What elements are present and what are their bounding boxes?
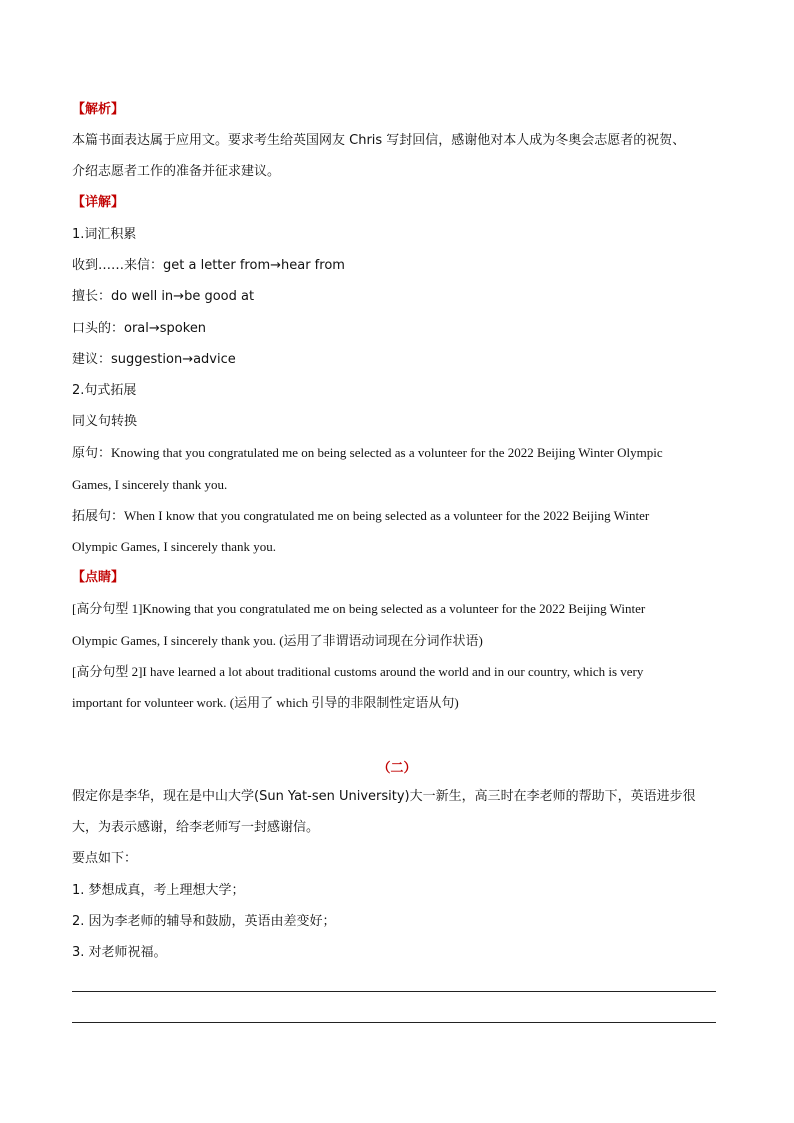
sentence-subtitle: 同义句转换 [72, 414, 138, 429]
vocab-item: 收到……来信：get a letter from→hear from [72, 258, 345, 273]
highlight-1-line-1: [高分句型 1]Knowing that you congratulated me on being selected as a volunteer for the 2022 Beijing Winter [72, 601, 646, 616]
points-title: 要点如下： [72, 851, 138, 866]
answer-line [72, 991, 716, 992]
point-item: 2. 因为李老师的辅导和鼓励，英语由差变好； [72, 914, 336, 929]
answer-line [72, 1022, 716, 1023]
sentence-title: 2.句式拓展 [72, 383, 137, 398]
vocab-item: 擅长：do well in→be good at [72, 289, 255, 304]
original-sentence-line-1: 原句：Knowing that you congratulated me on being selected as a volunteer for the 2022 Beijing Winter Olympic [72, 445, 663, 460]
details-heading: 【详解】 [72, 195, 125, 210]
section-2-heading: （二） [377, 761, 417, 776]
analysis-heading: 【解析】 [72, 102, 125, 117]
prompt-line-2: 大，为表示感谢，给李老师写一封感谢信。 [72, 820, 320, 835]
vocab-item: 建议：suggestion→advice [72, 352, 236, 367]
highlight-2-line-1: [高分句型 2]I have learned a lot about traditional customs around the world and in our country, which is very [72, 664, 644, 679]
expanded-sentence-line-1: 拓展句：When I know that you congratulated me on being selected as a volunteer for the 2022 Beijing Winter [72, 508, 650, 523]
expanded-sentence-line-2: Olympic Games, I sincerely thank you. [72, 539, 276, 554]
highlights-heading: 【点睛】 [72, 570, 125, 585]
analysis-text-line-2: 介绍志愿者工作的准备并征求建议。 [72, 164, 281, 179]
analysis-text-line-1: 本篇书面表达属于应用文。要求考生给英国网友 Chris 写封回信，感谢他对本人成为冬奥会志愿者的祝贺、 [72, 133, 686, 148]
vocab-item: 口头的：oral→spoken [72, 321, 207, 336]
original-sentence-line-2: Games, I sincerely thank you. [72, 477, 228, 492]
highlight-2-line-2: important for volunteer work. (运用了 which 引导的非限制性定语从句) [72, 695, 459, 710]
vocab-title: 1.词汇积累 [72, 227, 137, 242]
highlight-1-line-2: Olympic Games, I sincerely thank you. (运用了非谓语动词现在分词作状语) [72, 633, 483, 648]
prompt-line-1: 假定你是李华，现在是中山大学(Sun Yat-sen University)大一新生，高三时在李老师的帮助下，英语进步很 [72, 789, 696, 804]
point-item: 3. 对老师祝福。 [72, 945, 167, 960]
point-item: 1. 梦想成真，考上理想大学； [72, 883, 245, 898]
